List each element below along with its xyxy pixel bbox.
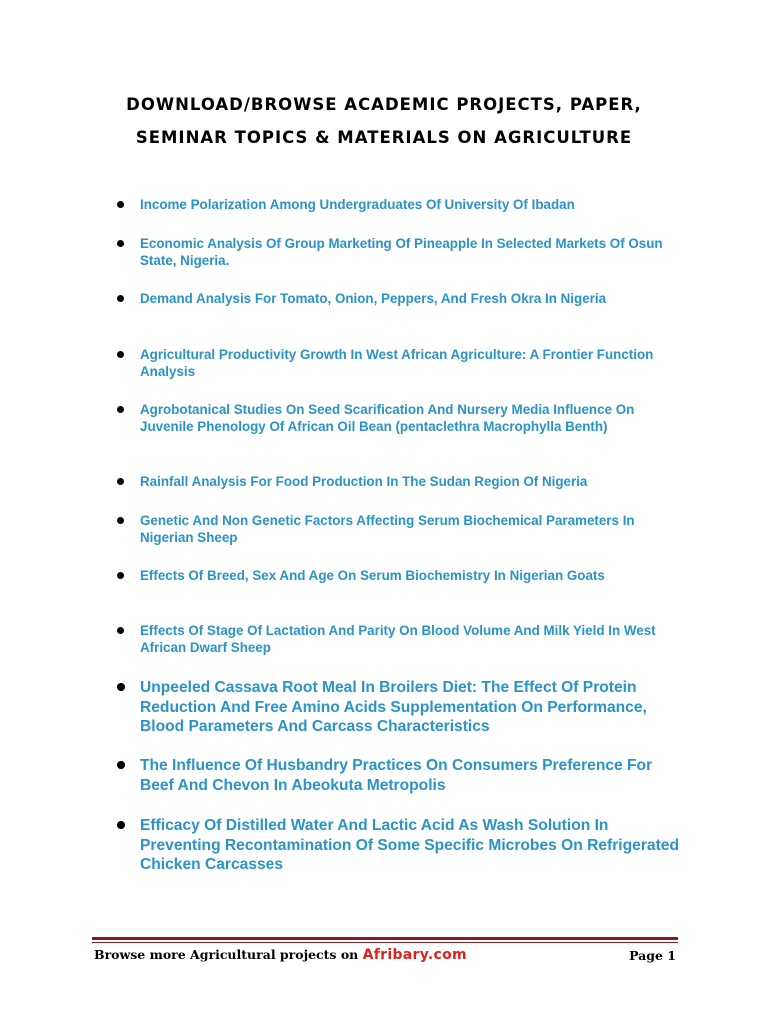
bullet-icon: [117, 201, 124, 208]
project-link[interactable]: [140, 291, 680, 308]
project-link[interactable]: [140, 474, 680, 491]
bullet-icon: [117, 517, 124, 524]
heading-line-2: SEMINAR TOPICS & MATERIALS ON AGRICULTURE: [135, 128, 633, 147]
footer-brand-link[interactable]: Afribary.com: [362, 947, 467, 963]
footer-rule: [92, 937, 678, 940]
project-title[interactable]: Effects Of Breed, Sex And Age On Serum Biochemistry In Nigerian Goats: [140, 568, 605, 583]
project-title[interactable]: Rainfall Analysis For Food Production In The Sudan Region Of Nigeria: [140, 474, 588, 489]
project-link[interactable]: [140, 347, 680, 380]
bullet-icon: [117, 295, 124, 302]
footer-browse-text: [94, 947, 467, 963]
project-title[interactable]: Economic Analysis Of Group Marketing Of Pineapple In Selected Markets Of Osun State, Nigeria.: [140, 236, 663, 268]
bullet-icon: [117, 478, 124, 485]
bullet-icon: [117, 683, 125, 691]
footer-rule-thin: [92, 942, 678, 943]
footer-prefix: Browse more Agricultural projects on: [94, 947, 363, 962]
bullet-icon: [117, 240, 124, 247]
project-link[interactable]: [140, 816, 680, 875]
bullet-icon: [117, 627, 124, 634]
project-link[interactable]: [140, 623, 680, 656]
project-title[interactable]: The Influence Of Husbandry Practices On Consumers Preference For Beef And Chevon In Abeokuta Metropolis: [140, 757, 653, 794]
heading-line-1: DOWNLOAD/BROWSE ACADEMIC PROJECTS, PAPER,: [126, 95, 642, 114]
project-title[interactable]: Agricultural Productivity Growth In West African Agriculture: A Frontier Function Analysis: [140, 347, 654, 379]
bullet-icon: [117, 406, 124, 413]
project-link[interactable]: [140, 236, 680, 269]
project-link[interactable]: [140, 568, 680, 585]
project-link[interactable]: [140, 513, 680, 546]
page-heading: [80, 88, 688, 154]
bullet-icon: [117, 821, 125, 829]
project-title[interactable]: Effects Of Stage Of Lactation And Parity On Blood Volume And Milk Yield In West African Dwarf Sheep: [140, 623, 656, 655]
page-number: Page 1: [629, 948, 676, 963]
project-title[interactable]: Unpeeled Cassava Root Meal In Broilers Diet: The Effect Of Protein Reduction And Free Amino Acids Supplementation On Performance, Blood Parameters And Carcass Characteristics: [140, 679, 647, 735]
project-title[interactable]: Demand Analysis For Tomato, Onion, Peppers, And Fresh Okra In Nigeria: [140, 291, 607, 306]
project-title[interactable]: Income Polarization Among Undergraduates Of University Of Ibadan: [140, 197, 575, 212]
project-title[interactable]: Genetic And Non Genetic Factors Affecting Serum Biochemical Parameters In Nigerian Sheep: [140, 513, 635, 545]
project-link[interactable]: [140, 756, 680, 795]
project-title[interactable]: Efficacy Of Distilled Water And Lactic Acid As Wash Solution In Preventing Recontamination Of Some Specific Microbes On Refrigerated Chicken Carcasses: [140, 817, 679, 873]
project-link[interactable]: [140, 402, 680, 435]
project-title[interactable]: Agrobotanical Studies On Seed Scarification And Nursery Media Influence On Juvenile Phenology Of African Oil Bean (pentaclethra Macrophylla Benth): [140, 402, 635, 434]
bullet-icon: [117, 572, 124, 579]
project-link[interactable]: [140, 197, 680, 214]
project-link[interactable]: [140, 678, 680, 737]
bullet-icon: [117, 351, 124, 358]
bullet-icon: [117, 761, 125, 769]
